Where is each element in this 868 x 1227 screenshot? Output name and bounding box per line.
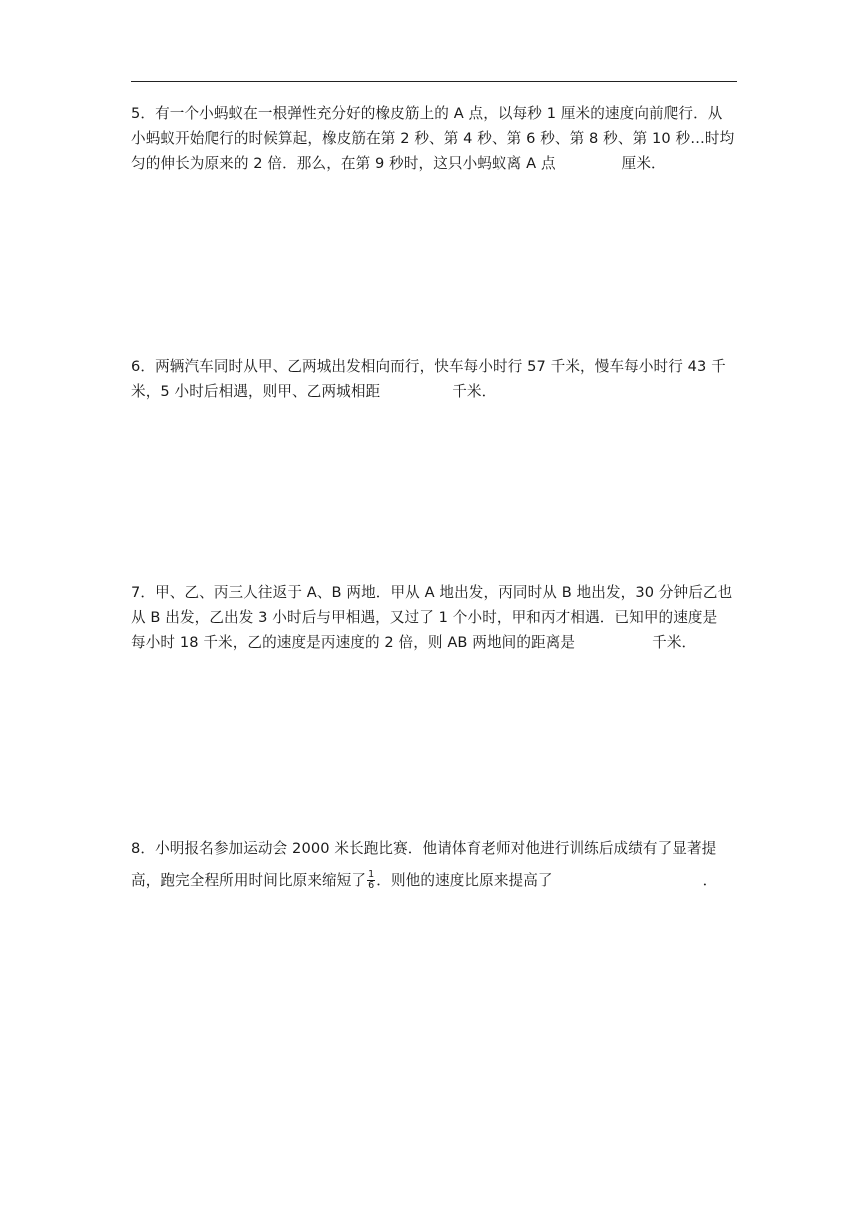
problem-5-line-2: 小蚂蚁开始爬行的时候算起，橡皮筋在第 2 秒、第 4 秒、第 6 秒、第 8 秒、第 10 秒…时均 <box>131 130 735 147</box>
problem-5-line-1: 5．有一个小蚂蚁在一根弹性充分好的橡皮筋上的 A 点，以每秒 1 厘米的速度向前爬行．从 <box>131 105 723 122</box>
problem-7-line-3-text: 每小时 18 千米，乙的速度是丙速度的 2 倍，则 AB 两地间的距离是 <box>131 634 576 651</box>
problem-8-line-2-middle: ．则他的速度比原来提高了 <box>376 872 553 889</box>
fraction-one-sixth <box>367 870 375 891</box>
problem-7-line-1: 7．甲、乙、丙三人往返于 A、B 两地．甲从 A 地出发，丙同时从 B 地出发，30 分钟后乙也 <box>131 584 733 601</box>
problem-8-line-2 <box>131 865 743 897</box>
problem-7-line-3 <box>131 630 743 655</box>
problem-6-line-2-unit: 千米． <box>452 383 497 400</box>
problem-5-line-3 <box>131 151 743 176</box>
problem-5 <box>131 101 743 176</box>
fraction-denominator: 6 <box>368 879 375 891</box>
problem-8-line-2-text: 高，跑完全程所用时间比原来缩短了 <box>131 872 367 889</box>
problem-7-line-2: 从 B 出发，乙出发 3 小时后与甲相遇，又过了 1 个小时，甲和丙才相遇．已知甲的速度是 <box>131 609 718 626</box>
header-rule <box>131 81 737 82</box>
problem-8-line-2-end: ． <box>702 872 718 889</box>
problem-5-line-3-unit: 厘米． <box>621 155 666 172</box>
problem-6-line-2 <box>131 379 743 404</box>
problem-6 <box>131 354 743 404</box>
problem-7 <box>131 580 743 655</box>
problem-8-line-1: 8．小明报名参加运动会 2000 米长跑比赛．他请体育老师对他进行训练后成绩有了显著提 <box>131 840 717 857</box>
problem-5-line-3-text: 匀的伸长为原来的 2 倍．那么，在第 9 秒时，这只小蚂蚁离 A 点 <box>131 155 556 172</box>
problem-6-line-1: 6．两辆汽车同时从甲、乙两城出发相向而行，快车每小时行 57 千米，慢车每小时行 43 千 <box>131 358 726 375</box>
problem-6-line-2-text: 米，5 小时后相遇，则甲、乙两城相距 <box>131 383 381 400</box>
problem-7-line-3-unit: 千米． <box>652 634 697 651</box>
fraction-numerator: 1 <box>368 868 375 880</box>
problem-8 <box>131 833 743 897</box>
